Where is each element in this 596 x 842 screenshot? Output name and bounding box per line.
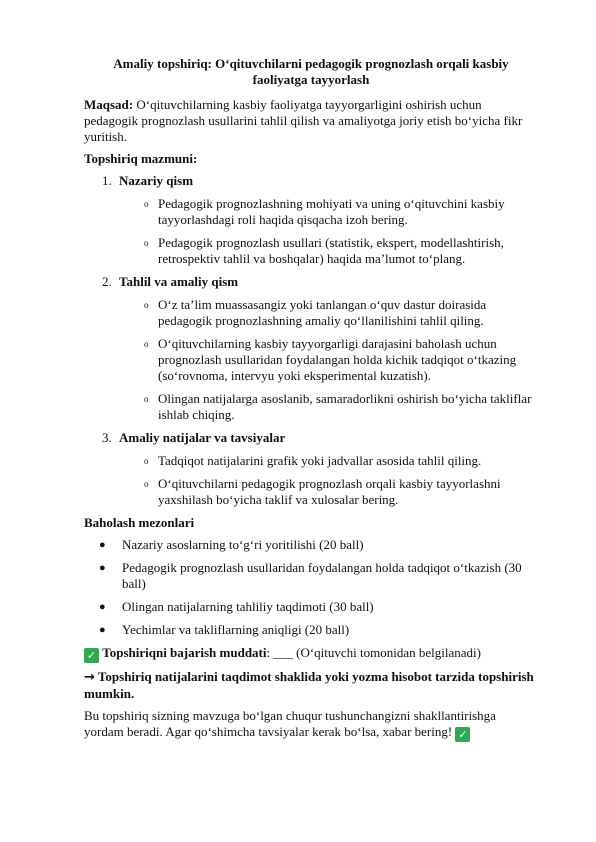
- list-item: o Olingan natijalarga asoslanib, samaradorlikni oshirish bo‘yicha takliflar ishlab chiqing.: [144, 391, 532, 422]
- bullet-icon: ●: [99, 539, 106, 551]
- list-item: o O‘qituvchilarni pedagogik prognozlash orqali kasbiy tayyorlashni yaxshilash bo‘yicha taklif va xulosalar bering.: [144, 476, 501, 507]
- circle-bullet-icon: o: [144, 238, 149, 248]
- circle-bullet-icon: o: [144, 479, 149, 489]
- criteria-heading: Baholash mezonlari: [84, 515, 195, 530]
- list-item: o O‘z ta’lim muassasangiz yoki tanlangan o‘quv dastur doirasida pedagogik prognozlashning amaliy qo‘llanilishini tahlil qiling.: [144, 297, 487, 328]
- section-analysis: [84, 274, 538, 423]
- section-number: 1.: [102, 173, 112, 188]
- section-theory: [84, 173, 538, 267]
- check-mark-icon: ✓: [84, 648, 99, 663]
- criteria-list: [84, 537, 538, 638]
- bullet-icon: ●: [99, 624, 106, 636]
- page-title: Amaliy topshiriq: O‘qituvchilarni pedagogik prognozlash orqali kasbiy faoliyatga tayyorlash: [113, 56, 509, 87]
- goal-text: O‘qituvchilarning kasbiy faoliyatga tayyorgarligini oshirish uchun pedagogik prognozlash usullarini tahlil qilish va amaliyotga joriy etish bo‘yicha fikr yuritish.: [84, 97, 523, 144]
- deadline-label: Topshiriqni bajarish muddati: [102, 645, 267, 660]
- list-item: o Pedagogik prognozlashning mohiyati va uning o‘qituvchini kasbiy tayyorlashdagi roli haqida qisqacha izoh bering.: [144, 196, 505, 227]
- section-title: Nazariy qism: [119, 173, 194, 188]
- section-number: 3.: [102, 430, 112, 445]
- circle-bullet-icon: o: [144, 339, 149, 349]
- deadline-value: ___ (O‘qituvchi tomonidan belgilanadi): [270, 645, 481, 660]
- goal-paragraph: [84, 97, 538, 145]
- content-heading: Topshiriq mazmuni:: [84, 151, 198, 166]
- list-item: ● Pedagogik prognozlash usullaridan foydalangan holda tadqiqot o‘tkazish (30 ball): [99, 560, 522, 591]
- bullet-icon: ●: [99, 601, 106, 613]
- list-item: ● Nazariy asoslarning to‘g‘ri yoritilishi (20 ball): [99, 537, 364, 552]
- task-sections: [84, 173, 538, 508]
- circle-bullet-icon: o: [144, 300, 149, 310]
- circle-bullet-icon: o: [144, 394, 149, 404]
- arrow-right-icon: →: [84, 670, 95, 685]
- list-item: o Pedagogik prognozlash usullari (statistik, ekspert, modellashtirish, retrospektiv tahlil va boshqalar) haqida ma’lumot to‘plang.: [144, 235, 504, 266]
- goal-label: Maqsad:: [84, 97, 134, 112]
- section-title: Amaliy natijalar va tavsiyalar: [119, 430, 286, 445]
- section-results: [84, 430, 538, 508]
- circle-bullet-icon: o: [144, 456, 149, 466]
- circle-bullet-icon: o: [144, 199, 149, 209]
- deadline-line: ✓ Topshiriqni bajarish muddati: ___ (O‘qituvchi tomonidan belgilanadi): [84, 645, 538, 663]
- list-item: ● Olingan natijalarning tahliliy taqdimoti (30 ball): [99, 599, 374, 614]
- check-mark-icon: ✓: [455, 727, 470, 742]
- closing-paragraph: Bu topshiriq sizning mavzuga bo‘lgan chuqur tushunchangizni shakllantirishga yordam beradi. Agar qo‘shimcha tavsiyalar kerak bo‘lsa, xabar bering! ✓: [84, 708, 496, 741]
- section-title: Tahlil va amaliy qism: [119, 274, 239, 289]
- submission-note: → Topshiriq natijalarini taqdimot shaklida yoki yozma hisobot tarzida topshirish mumkin.: [84, 669, 534, 701]
- list-item: o Tadqiqot natijalarini grafik yoki jadvallar asosida tahlil qiling.: [144, 453, 482, 468]
- list-item: ● Yechimlar va takliflarning aniqligi (20 ball): [99, 622, 350, 637]
- bullet-icon: ●: [99, 562, 106, 574]
- list-item: o O‘qituvchilarning kasbiy tayyorgarligi darajasini baholash uchun prognozlash usullaridan foydalangan holda kichik tadqiqot o‘tkazing (so‘rovnoma, intervyu yoki eksperimental kuzatish).: [144, 336, 517, 383]
- section-number: 2.: [102, 274, 112, 289]
